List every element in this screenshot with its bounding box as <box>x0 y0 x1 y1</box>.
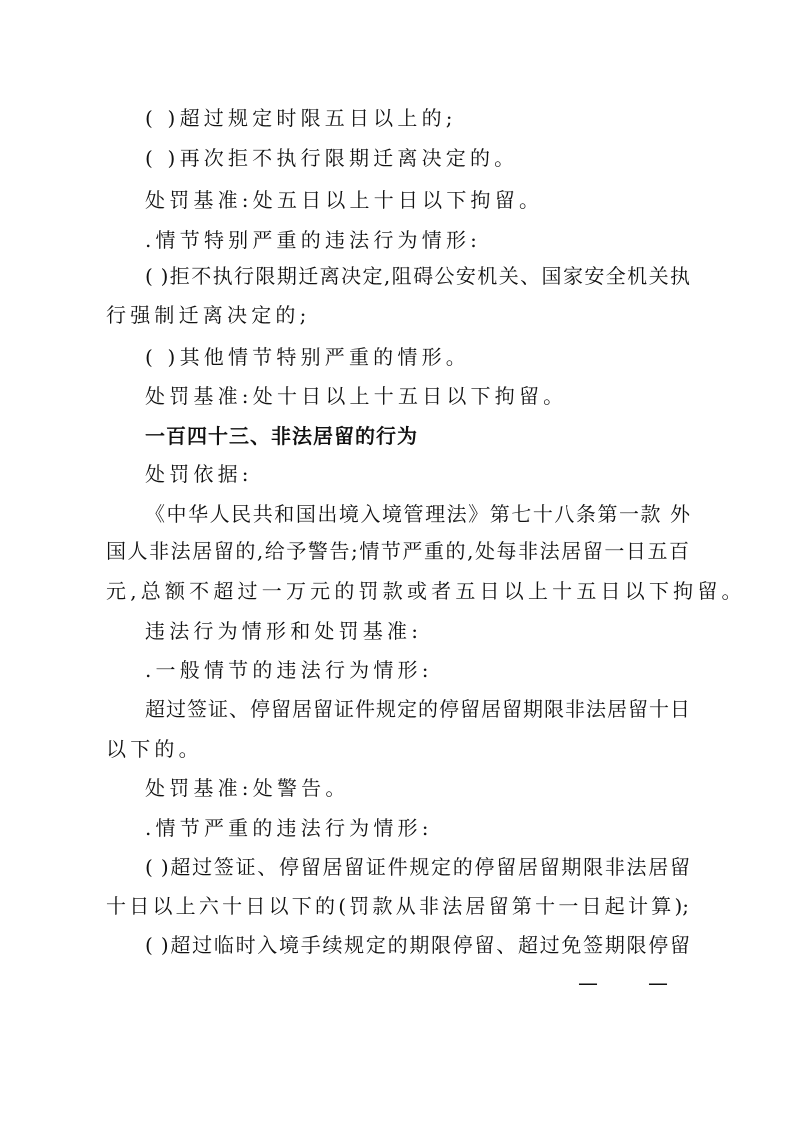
text-line: 行强制迁离决定的; <box>106 303 311 327</box>
text-line: .情节特别严重的违法行为情形: <box>145 228 482 252</box>
section-heading: 一百四十三、非法居留的行为 <box>145 424 418 448</box>
text-line: 处罚基准:处十日以上十五日以下拘留。 <box>145 384 568 408</box>
text-line: ( )拒不执行限期迁离决定,阻碍公安机关、国家安全机关执 <box>145 264 690 288</box>
text-line: 违法行为情形和处罚基准: <box>145 619 423 643</box>
text-line: 超过签证、停留居留证件规定的停留居留期限非法居留十日 <box>145 697 690 721</box>
text-line: 元,总额不超过一万元的罚款或者五日以上十五日以下拘留。 <box>106 579 746 603</box>
text-line: 处罚依据: <box>145 462 253 486</box>
text-line: 处罚基准:处五日以上十日以下拘留。 <box>145 188 544 212</box>
text-line: ( )超过规定时限五日以上的; <box>145 106 457 130</box>
text-line: ( )超过临时入境手续规定的期限停留、超过免签期限停留 <box>145 933 690 957</box>
text-line: 处罚基准:处警告。 <box>145 776 350 800</box>
text-line: ( )超过签证、停留居留证件规定的停留居留期限非法居留 <box>145 855 690 879</box>
text-line: .一般情节的违法行为情形: <box>145 658 433 682</box>
text-line: 十日以上六十日以下的(罚款从非法居留第十一日起计算); <box>106 894 689 918</box>
text-line: ( )再次拒不执行限期迁离决定的。 <box>145 146 519 170</box>
page-number-right-dash: — <box>648 971 668 995</box>
text-line: ( )其他情节特别严重的情形。 <box>145 345 470 369</box>
page-number <box>578 969 668 997</box>
text-line: 《中华人民共和国出境入境管理法》第七十八条第一款 外 <box>145 502 690 526</box>
page-number-left-dash: — <box>578 971 598 995</box>
text-line: .情节严重的违法行为情形: <box>145 816 433 840</box>
text-line: 以下的。 <box>106 737 203 761</box>
text-line: 国人非法居留的,给予警告;情节严重的,处每非法居留一日五百 <box>106 539 689 563</box>
